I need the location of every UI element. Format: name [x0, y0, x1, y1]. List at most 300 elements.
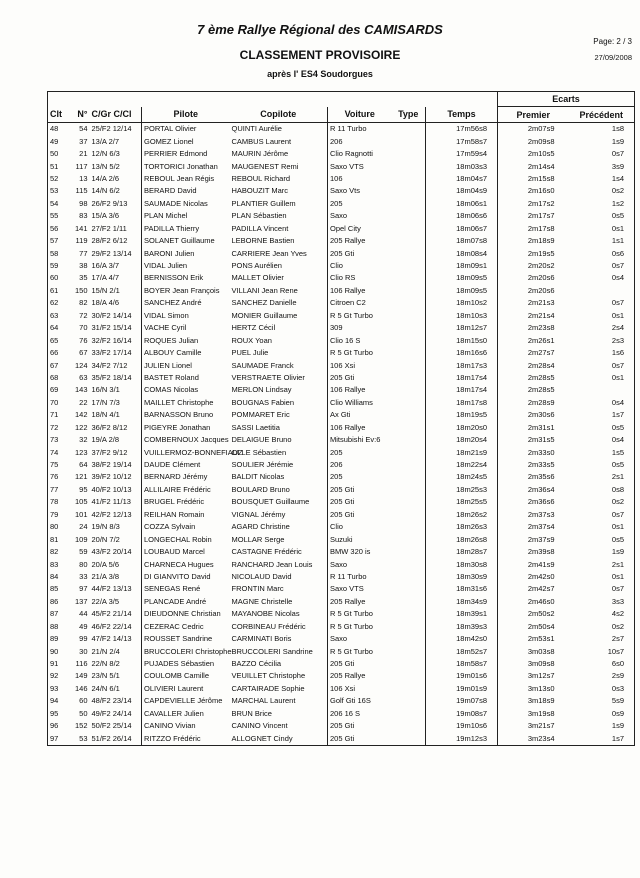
table-row — [48, 633, 635, 645]
cell-num: 37 — [79, 136, 88, 146]
cell-ecart-premier: 2m36s6 — [527, 497, 555, 507]
cell-ecart-precedent: 0s1 — [611, 571, 624, 581]
cell-pilote: PLANCADE André — [144, 596, 207, 606]
cell-num: 33 — [79, 571, 88, 581]
cell-category: 26/F2 9/13 — [90, 198, 142, 210]
cell-category: 24/N 6/1 — [90, 683, 142, 695]
cell-num: 21 — [79, 149, 88, 159]
cell-copilote: CARRIERE Jean Yves — [230, 247, 328, 259]
cell-temps: 18m31s6 — [426, 583, 498, 595]
cell-temps: 18m06s7 — [426, 223, 498, 235]
cell-clt: 63 — [50, 310, 59, 320]
cell-copilote: BALDIT Nicolas — [230, 471, 328, 483]
cell-num: 121 — [74, 472, 88, 482]
cell-copilote: CANINO Vincent — [230, 720, 328, 732]
cell-clt: 61 — [50, 285, 59, 295]
cell-type — [392, 210, 426, 222]
cell-type — [392, 583, 426, 595]
cell-temps: 19m10s6 — [426, 720, 498, 732]
cell-num: 72 — [79, 310, 88, 320]
cell-pilote: REBOUL Jean Régis — [144, 173, 215, 183]
cell-voiture: Saxo — [330, 559, 348, 569]
cell-pilote: PUJADES Sébastien — [144, 659, 215, 669]
table-row — [48, 708, 635, 720]
cell-pilote: RITZZO Frédéric — [144, 733, 201, 743]
cell-num: 50 — [79, 708, 88, 718]
cell-pilote: JULIEN Lionel — [144, 360, 192, 370]
cell-voiture: R 5 Gt Turbo — [330, 348, 373, 358]
table-row — [48, 670, 635, 682]
cell-temps: 18m06s1 — [426, 198, 498, 210]
table-row — [48, 384, 635, 396]
cell-pilote: DI GIANVITO David — [144, 571, 211, 581]
results-body — [48, 123, 635, 746]
cell-type — [392, 558, 426, 570]
cell-num: 143 — [74, 385, 88, 395]
cell-copilote: VIGNAL Jérémy — [230, 509, 328, 521]
cell-ecart-precedent: 6s0 — [611, 659, 624, 669]
cell-temps: 18m28s7 — [426, 546, 498, 558]
cell-pilote: SANCHEZ André — [144, 298, 202, 308]
cell-copilote: MAGNE Christelle — [230, 596, 328, 608]
cell-clt: 52 — [50, 173, 59, 183]
cell-copilote: MOLLAR Serge — [230, 533, 328, 545]
table-row — [48, 185, 635, 197]
cell-voiture: 106 — [330, 173, 343, 183]
cell-temps: 19m12s3 — [426, 732, 498, 745]
table-row — [48, 322, 635, 334]
cell-pilote: BASTET Roland — [144, 372, 199, 382]
col-premier-header: Premier — [498, 107, 569, 123]
cell-ecart-premier: 2m21s3 — [527, 298, 555, 308]
cell-pilote: VUILLERMOZ-BONNEFIAUZ — [144, 447, 243, 457]
cell-voiture: Saxo — [330, 634, 348, 644]
cell-temps: 18m26s3 — [426, 521, 498, 533]
cell-voiture: Saxo — [330, 211, 348, 221]
cell-copilote: ROUX Yoan — [230, 334, 328, 346]
cell-ecart-premier: 2m39s8 — [527, 547, 555, 557]
cell-pilote: SOLANET Guillaume — [144, 236, 215, 246]
cell-ecart-premier: 2m37s3 — [527, 509, 555, 519]
cell-clt: 49 — [50, 136, 59, 146]
cell-copilote: MAYANOBE Nicolas — [230, 608, 328, 620]
cell-type — [392, 198, 426, 210]
cell-category: 12/N 6/3 — [90, 148, 142, 160]
cell-ecart-premier: 2m28s9 — [527, 397, 555, 407]
col-clt-header: Clt — [48, 107, 68, 123]
cell-category: 51/F2 26/14 — [90, 732, 142, 745]
table-row — [48, 583, 635, 595]
cell-pilote: PORTAL Olivier — [144, 124, 197, 134]
cell-ecart-premier: 2m41s9 — [527, 559, 555, 569]
cell-category: 49/F2 24/14 — [90, 708, 142, 720]
cell-copilote: PADILLA Vincent — [230, 223, 328, 235]
col-precedent-header: Précédent — [569, 107, 635, 123]
cell-type — [392, 347, 426, 359]
cell-type — [392, 521, 426, 533]
cell-ecart-premier: 2m15s8 — [527, 173, 555, 183]
cell-voiture: 106 Xsi — [330, 683, 356, 693]
cell-voiture: Clio RS — [330, 273, 356, 283]
cell-clt: 84 — [50, 571, 59, 581]
col-voiture-header: Voiture — [328, 107, 392, 123]
table-row — [48, 658, 635, 670]
cell-voiture: R 5 Gt Turbo — [330, 646, 373, 656]
cell-temps: 18m03s3 — [426, 160, 498, 172]
table-row — [48, 223, 635, 235]
cell-copilote: QUINTI Aurélie — [230, 123, 328, 136]
cell-temps: 18m06s6 — [426, 210, 498, 222]
cell-pilote: SENEGAS René — [144, 584, 201, 594]
cell-type — [392, 708, 426, 720]
cell-pilote: BARONI Julien — [144, 248, 195, 258]
cell-category: 16/N 3/1 — [90, 384, 142, 396]
cell-category: 23/N 5/1 — [90, 670, 142, 682]
cell-voiture: 106 Rallye — [330, 285, 366, 295]
cell-voiture: 205 Gti — [330, 372, 355, 382]
table-row — [48, 347, 635, 359]
cell-ecart-premier: 2m46s0 — [527, 596, 555, 606]
cell-type — [392, 471, 426, 483]
cell-clt: 56 — [50, 223, 59, 233]
cell-ecart-premier: 2m23s8 — [527, 323, 555, 333]
cell-ecart-precedent: 0s7 — [611, 509, 624, 519]
cell-voiture: R 5 Gt Turbo — [330, 609, 373, 619]
cell-num: 142 — [74, 410, 88, 420]
cell-copilote: BRUN Brice — [230, 708, 328, 720]
cell-type — [392, 372, 426, 384]
cell-ecart-precedent: 1s8 — [611, 124, 624, 134]
cell-category: 18/A 4/6 — [90, 297, 142, 309]
cell-type — [392, 260, 426, 272]
cell-clt: 53 — [50, 186, 59, 196]
cell-category: 31/F2 15/14 — [90, 322, 142, 334]
cell-num: 22 — [79, 397, 88, 407]
cell-ecart-premier: 2m53s1 — [527, 634, 555, 644]
table-row — [48, 160, 635, 172]
cell-temps: 19m01s9 — [426, 683, 498, 695]
cell-type — [392, 732, 426, 745]
cell-temps: 19m08s7 — [426, 708, 498, 720]
table-row — [48, 173, 635, 185]
cell-ecart-precedent — [569, 384, 635, 396]
cell-category: 33/F2 17/14 — [90, 347, 142, 359]
cell-voiture: Clio Ragnotti — [330, 149, 373, 159]
cell-ecart-precedent: 1s4 — [611, 173, 624, 183]
cell-category: 21/A 3/8 — [90, 571, 142, 583]
cell-category: 17/A 4/7 — [90, 272, 142, 284]
cell-ecart-precedent: 0s7 — [611, 298, 624, 308]
cell-category: 30/F2 14/14 — [90, 310, 142, 322]
cell-ecart-premier: 3m21s7 — [527, 721, 555, 731]
cell-num: 123 — [74, 447, 88, 457]
cell-clt: 71 — [50, 410, 59, 420]
cell-ecart-premier: 2m19s5 — [527, 248, 555, 258]
cell-type — [392, 397, 426, 409]
cell-ecart-premier: 2m30s6 — [527, 410, 555, 420]
cell-ecart-precedent: 0s1 — [611, 522, 624, 532]
cell-clt: 55 — [50, 211, 59, 221]
cell-ecart-precedent: 0s4 — [611, 435, 624, 445]
cell-clt: 62 — [50, 298, 59, 308]
cell-voiture: 206 16 S — [330, 708, 361, 718]
cell-type — [392, 148, 426, 160]
cell-type — [392, 359, 426, 371]
cell-type — [392, 533, 426, 545]
cell-clt: 66 — [50, 348, 59, 358]
cell-copilote: BAZZO Cécilia — [230, 658, 328, 670]
cell-type — [392, 459, 426, 471]
cell-ecart-precedent: 1s5 — [611, 447, 624, 457]
cell-type — [392, 658, 426, 670]
cell-ecart-premier: 2m17s2 — [527, 198, 555, 208]
cell-pilote: COMAS Nicolas — [144, 385, 199, 395]
cell-pilote: PLAN Michel — [144, 211, 188, 221]
cell-clt: 79 — [50, 509, 59, 519]
cell-pilote: CAPDEVIELLE Jérôme — [144, 696, 223, 706]
cell-temps: 18m08s4 — [426, 247, 498, 259]
cell-category: 43/F2 20/14 — [90, 546, 142, 558]
table-row — [48, 148, 635, 160]
cell-pilote: DIEUDONNE Christian — [144, 609, 221, 619]
table-row — [48, 235, 635, 247]
table-row — [48, 285, 635, 297]
table-row — [48, 509, 635, 521]
cell-ecart-precedent: 0s9 — [611, 708, 624, 718]
cell-temps: 18m20s4 — [426, 434, 498, 446]
cell-ecart-precedent: 1s1 — [611, 236, 624, 246]
cell-copilote: CASTAGNE Frédéric — [230, 546, 328, 558]
cell-num: 141 — [74, 223, 88, 233]
cell-ecart-precedent: 0s1 — [611, 372, 624, 382]
cell-num: 152 — [74, 721, 88, 731]
cell-temps: 18m34s9 — [426, 596, 498, 608]
table-row — [48, 459, 635, 471]
cell-ecart-premier: 2m50s4 — [527, 621, 555, 631]
cell-ecart-premier: 2m28s5 — [527, 385, 555, 395]
cell-type — [392, 720, 426, 732]
cell-temps: 18m17s8 — [426, 397, 498, 409]
cell-clt: 72 — [50, 422, 59, 432]
table-row — [48, 596, 635, 608]
cell-temps: 18m30s9 — [426, 571, 498, 583]
cell-ecart-premier: 2m20s6 — [527, 285, 555, 295]
cell-ecart-precedent: 0s6 — [611, 248, 624, 258]
cell-voiture: 205 Rallye — [330, 671, 366, 681]
cell-voiture: 205 Gti — [330, 497, 355, 507]
cell-ecart-precedent: 1s9 — [611, 547, 624, 557]
cell-num: 44 — [79, 609, 88, 619]
cell-num: 117 — [75, 161, 88, 171]
cell-temps: 18m42s0 — [426, 633, 498, 645]
cell-copilote: BOUGNAS Fabien — [230, 397, 328, 409]
cell-clt: 92 — [50, 671, 59, 681]
rally-title: 7 ème Rallye Régional des CAMISARDS — [197, 22, 443, 37]
cell-clt: 85 — [50, 584, 59, 594]
table-row — [48, 210, 635, 222]
cell-clt: 54 — [50, 198, 59, 208]
cell-ecart-precedent: 0s1 — [611, 310, 624, 320]
cell-voiture: 205 — [330, 472, 343, 482]
cell-temps: 18m25s5 — [426, 496, 498, 508]
cell-voiture: 205 Rallye — [330, 236, 366, 246]
cell-pilote: LOUBAUD Marcel — [144, 547, 205, 557]
table-row — [48, 334, 635, 346]
cell-voiture: 106 Rallye — [330, 385, 366, 395]
cell-pilote: CANINO Vivian — [144, 721, 196, 731]
cell-ecart-precedent: 0s2 — [611, 186, 624, 196]
cell-pilote: REILHAN Romain — [144, 509, 205, 519]
cell-voiture: 205 Gti — [330, 721, 355, 731]
table-row — [48, 260, 635, 272]
cell-ecart-premier: 2m28s5 — [527, 372, 555, 382]
cell-pilote: TORTORICI Jonathan — [144, 161, 218, 171]
cell-temps: 17m56s8 — [426, 123, 498, 136]
cell-voiture: 206 — [330, 460, 343, 470]
cell-copilote: MALLET Olivier — [230, 272, 328, 284]
cell-ecart-premier: 2m33s5 — [527, 460, 555, 470]
table-row — [48, 434, 635, 446]
cell-ecart-precedent: 1s7 — [611, 733, 624, 743]
cell-type — [392, 422, 426, 434]
cell-category: 47/F2 14/13 — [90, 633, 142, 645]
cell-type — [392, 509, 426, 521]
table-row — [48, 571, 635, 583]
cell-ecart-premier: 3m12s7 — [527, 671, 555, 681]
cell-temps: 18m26s2 — [426, 509, 498, 521]
cell-copilote: SOULIER Jérémie — [230, 459, 328, 471]
cell-ecart-precedent: 0s2 — [611, 497, 624, 507]
cell-copilote: RANCHARD Jean Louis — [230, 558, 328, 570]
cell-clt: 97 — [50, 733, 59, 743]
cell-voiture: 205 — [330, 447, 343, 457]
cell-num: 64 — [79, 460, 88, 470]
cell-ecart-premier: 2m42s7 — [527, 584, 555, 594]
stage-subtitle: après l' ES4 Soudorgues — [267, 69, 373, 79]
table-row — [48, 123, 635, 136]
cell-ecart-precedent: 2s1 — [611, 472, 624, 482]
cell-num: 80 — [79, 559, 88, 569]
cell-type — [392, 223, 426, 235]
cell-temps: 18m17s4 — [426, 372, 498, 384]
cell-pilote: BOYER Jean François — [144, 285, 220, 295]
cell-temps: 17m58s7 — [426, 135, 498, 147]
cell-category: 17/N 7/3 — [90, 397, 142, 409]
cell-num: 124 — [74, 360, 88, 370]
cell-temps: 19m07s8 — [426, 695, 498, 707]
cell-clt: 86 — [50, 596, 59, 606]
table-row — [48, 608, 635, 620]
cell-copilote: POMMARET Eric — [230, 409, 328, 421]
cell-num: 59 — [79, 547, 88, 557]
cell-voiture: R 11 Turbo — [330, 571, 367, 581]
cell-type — [392, 695, 426, 707]
cell-copilote: NICOLAUD David — [230, 571, 328, 583]
cell-pilote: CAVALLER Julien — [144, 708, 204, 718]
cell-clt: 67 — [50, 360, 59, 370]
cell-category: 18/N 4/1 — [90, 409, 142, 421]
cell-pilote: ROUSSET Sandrine — [144, 634, 213, 644]
cell-pilote: BERARD David — [144, 186, 197, 196]
cell-copilote: BOUSQUET Guillaume — [230, 496, 328, 508]
col-category-header: C/Gr C/Cl — [90, 107, 142, 123]
cell-category: 37/F2 9/12 — [90, 446, 142, 458]
cell-copilote: HABOUZIT Marc — [230, 185, 328, 197]
cell-num: 105 — [74, 497, 88, 507]
cell-temps: 18m10s2 — [426, 297, 498, 309]
cell-copilote: MONIER Guillaume — [230, 310, 328, 322]
cell-ecart-premier: 2m18s9 — [527, 236, 555, 246]
cell-clt: 96 — [50, 721, 59, 731]
cell-voiture: Ax Gti — [330, 410, 351, 420]
cell-category: 22/A 3/5 — [90, 596, 142, 608]
page-number: Page: 2 / 3 — [593, 37, 632, 46]
cell-copilote: CAMBUS Laurent — [230, 135, 328, 147]
cell-num: 70 — [79, 323, 88, 333]
cell-ecart-precedent: 3s9 — [611, 161, 624, 171]
cell-pilote: ALLILAIRE Frédéric — [144, 484, 211, 494]
cell-ecart-precedent: 2s3 — [611, 335, 624, 345]
cell-pilote: ALBOUY Camille — [144, 348, 202, 358]
ecarts-header: Ecarts — [498, 92, 635, 107]
cell-copilote: PONS Aurélien — [230, 260, 328, 272]
cell-temps: 19m01s6 — [426, 670, 498, 682]
cell-copilote: BRUCCOLERI Sandrine — [230, 645, 328, 657]
cell-voiture: 106 Rallye — [330, 422, 366, 432]
cell-ecart-precedent: 1s9 — [611, 136, 624, 146]
cell-clt: 90 — [50, 646, 59, 656]
cell-ecart-premier: 2m17s8 — [527, 223, 555, 233]
col-copilote-header: Copilote — [230, 107, 328, 123]
col-temps-header: Temps — [426, 107, 498, 123]
cell-ecart-precedent: 2s1 — [611, 559, 624, 569]
cell-ecart-premier: 2m31s5 — [527, 435, 555, 445]
cell-category: 38/F2 19/14 — [90, 459, 142, 471]
cell-clt: 95 — [50, 708, 59, 718]
cell-temps: 18m17s4 — [426, 384, 498, 396]
table-row — [48, 558, 635, 570]
cell-temps: 18m04s9 — [426, 185, 498, 197]
cell-num: 115 — [75, 186, 88, 196]
cell-num: 149 — [74, 671, 88, 681]
header-row-ecarts — [48, 92, 635, 107]
cell-ecart-premier: 2m17s7 — [527, 211, 555, 221]
cell-clt: 78 — [50, 497, 59, 507]
cell-temps: 18m10s3 — [426, 310, 498, 322]
cell-clt: 65 — [50, 335, 59, 345]
cell-type — [392, 621, 426, 633]
table-row — [48, 484, 635, 496]
cell-voiture: Suzuki — [330, 534, 353, 544]
cell-type — [392, 272, 426, 284]
table-row — [48, 732, 635, 745]
cell-copilote: LEBORNE Bastien — [230, 235, 328, 247]
cell-copilote: PLAN Sébastien — [230, 210, 328, 222]
cell-type — [392, 285, 426, 297]
cell-type — [392, 247, 426, 259]
cell-copilote: MAUGENEST Remi — [230, 160, 328, 172]
cell-ecart-premier: 2m37s4 — [527, 522, 555, 532]
cell-ecart-precedent: 4s2 — [611, 609, 624, 619]
cell-category: 22/N 8/2 — [90, 658, 142, 670]
cell-voiture: Mitsubishi Ev:6 — [330, 435, 381, 445]
cell-copilote: PLANTIER Guillem — [230, 198, 328, 210]
cell-clt: 76 — [50, 472, 59, 482]
cell-category: 42/F2 12/13 — [90, 509, 142, 521]
cell-type — [392, 434, 426, 446]
document-header — [0, 0, 640, 90]
cell-clt: 69 — [50, 385, 59, 395]
